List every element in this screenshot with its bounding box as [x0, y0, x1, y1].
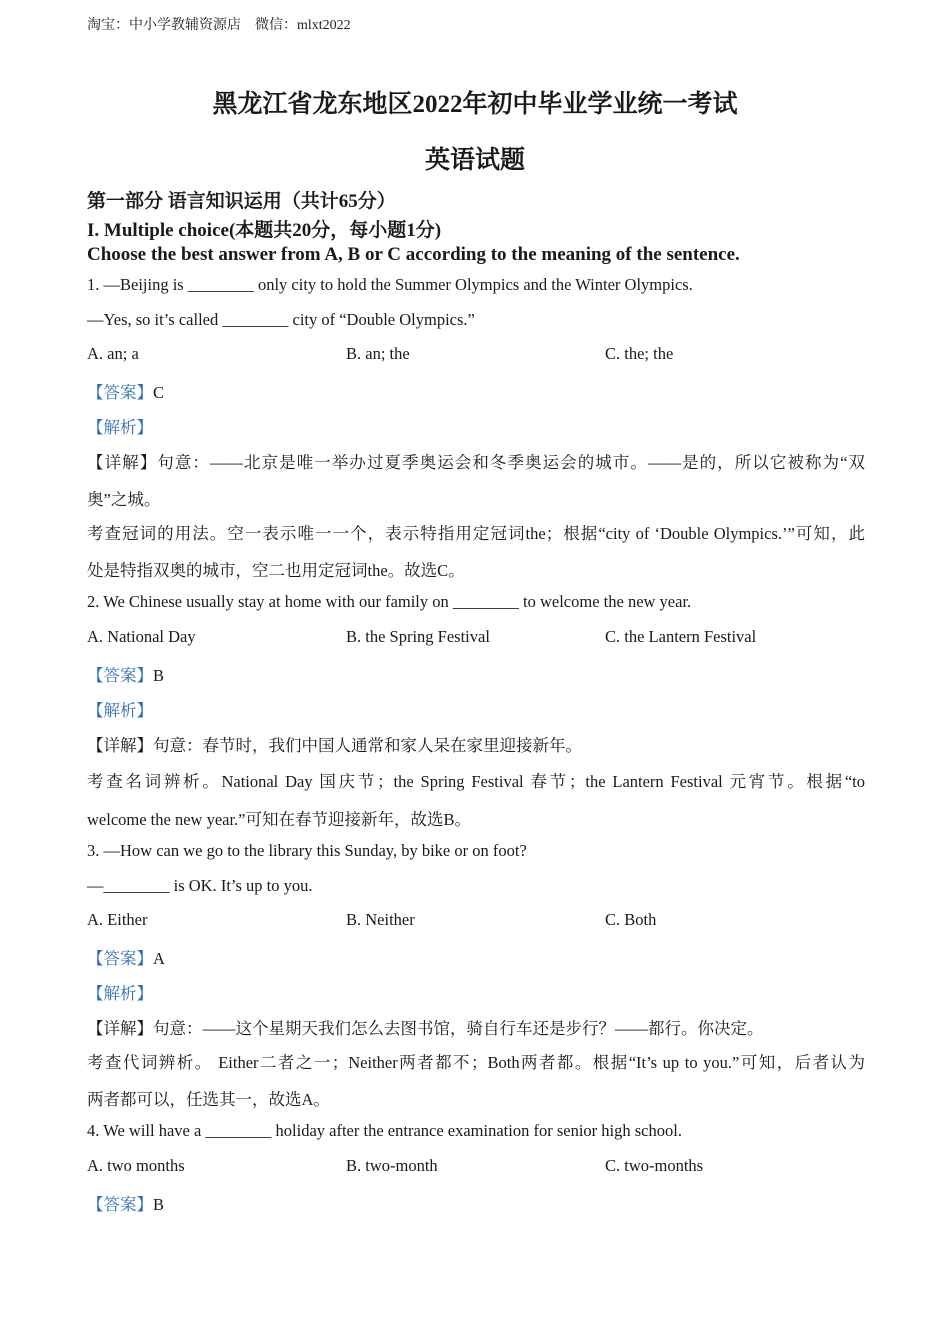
- question-1-detail: [87, 449, 865, 473]
- question-2-detail: [87, 732, 582, 756]
- question-2-option-b: B. the Spring Festival: [346, 627, 490, 646]
- question-2-option-c: C. the Lantern Festival: [605, 627, 757, 646]
- question-1-stem: 1. —Beijing is ________ only city to hold the Summer Olympics and the Winter Olympics.: [87, 275, 693, 294]
- detail-text: 句意：——这个星期天我们怎么去图书馆，骑自行车还是步行？——都行。你决定。: [153, 1019, 764, 1038]
- question-1-explain: 考查冠词的用法。空一表示唯一一个，表示特指用定冠词the；根据“city of ‘Double Olympics.’”可知，此: [87, 524, 865, 543]
- detail-text: 句意：——北京是唯一举办过夏季奥运会和冬季奥运会的城市。——是的，所以它被称为“双: [157, 453, 866, 472]
- detail-tag: 【详解】: [87, 453, 158, 472]
- question-1-stem-2: —Yes, so it’s called ________ city of “Double Olympics.”: [87, 310, 475, 329]
- question-4-answer: [87, 1191, 164, 1215]
- question-1-analysis-tag: 【解析】: [87, 418, 153, 437]
- question-4-stem: 4. We will have a ________ holiday after the entrance examination for senior high school.: [87, 1121, 682, 1140]
- detail-tag: 【详解】: [87, 1019, 153, 1038]
- question-3-stem-2: —________ is OK. It’s up to you.: [87, 876, 313, 895]
- question-1-option-a: A. an; a: [87, 344, 139, 363]
- answer-value: C: [153, 383, 165, 402]
- instruction: Choose the best answer from A, B or C according to the meaning of the sentence.: [87, 244, 740, 265]
- question-3-explain: 考查代词辨析。 Either二者之一；Neither两者都不；Both两者都。根据“It’s up to you.”可知，后者认为: [87, 1053, 865, 1072]
- page-header: 淘宝：中小学教辅资源店 微信：mlxt2022: [87, 18, 351, 33]
- question-1-option-c: C. the; the: [605, 344, 674, 363]
- answer-tag: 【答案】: [87, 666, 153, 685]
- answer-value: B: [153, 1195, 165, 1214]
- question-2-option-a: A. National Day: [87, 627, 196, 646]
- question-3-option-a: A. Either: [87, 910, 148, 929]
- exam-subtitle: 英语试题: [424, 147, 525, 174]
- question-4-option-b: B. two-month: [346, 1156, 438, 1175]
- question-2-explain-2: welcome the new year.”可知在春节迎接新年，故选B。: [87, 810, 472, 829]
- question-3-analysis-tag: 【解析】: [87, 984, 153, 1003]
- question-1-detail-2: 奥”之城。: [87, 490, 161, 509]
- question-3-stem: 3. —How can we go to the library this Sunday, by bike or on foot?: [87, 841, 527, 860]
- question-4-option-c: C. two-months: [605, 1156, 704, 1175]
- answer-tag: 【答案】: [87, 1195, 153, 1214]
- question-2-analysis-tag: 【解析】: [87, 701, 153, 720]
- question-3-explain-2: 两者都可以，任选其一，故选A。: [87, 1090, 330, 1109]
- question-2-answer: [87, 662, 164, 686]
- part-heading: 第一部分 语言知识运用（共计65分）: [87, 191, 396, 212]
- answer-tag: 【答案】: [87, 383, 153, 402]
- question-2-stem: 2. We Chinese usually stay at home with our family on ________ to welcome the new year.: [87, 592, 692, 611]
- question-3-option-b: B. Neither: [346, 910, 415, 929]
- question-3-option-c: C. Both: [605, 910, 657, 929]
- question-1-option-b: B. an; the: [346, 344, 410, 363]
- question-1-answer: [87, 379, 164, 403]
- answer-value: A: [153, 949, 165, 968]
- section-heading: I. Multiple choice(本题共20分，每小题1分): [87, 220, 442, 241]
- exam-title: 黑龙江省龙东地区2022年初中毕业学业统一考试: [212, 91, 738, 118]
- detail-tag: 【详解】: [87, 736, 153, 755]
- answer-value: B: [153, 666, 165, 685]
- question-3-answer: [87, 945, 165, 969]
- answer-tag: 【答案】: [87, 949, 153, 968]
- question-2-explain: 考查名词辨析。National Day 国庆节；the Spring Festival 春节；the Lantern Festival 元宵节。根据“to: [87, 772, 865, 791]
- question-4-option-a: A. two months: [87, 1156, 185, 1175]
- detail-text: 句意：春节时，我们中国人通常和家人呆在家里迎接新年。: [153, 736, 582, 755]
- question-1-explain-2: 处是特指双奥的城市，空二也用定冠词the。故选C。: [87, 561, 465, 580]
- question-3-detail: [87, 1015, 764, 1039]
